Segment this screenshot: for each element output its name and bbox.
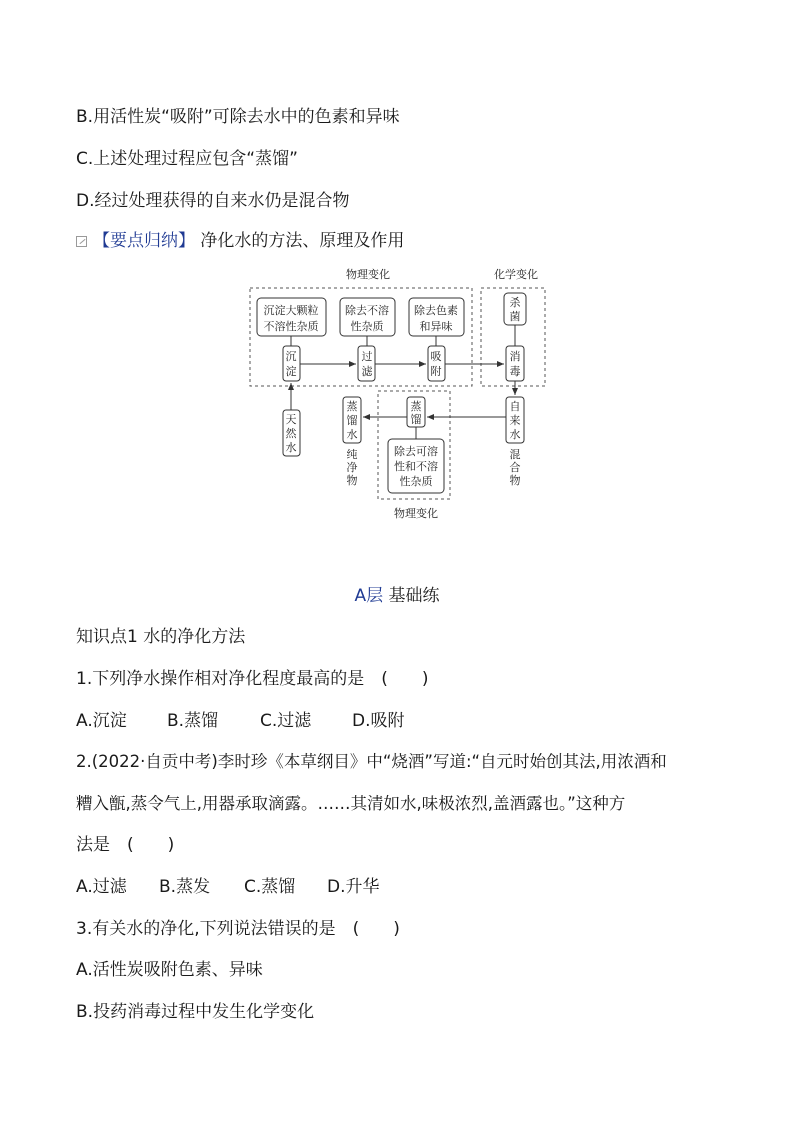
node-natural-water-2: 然 — [285, 427, 297, 440]
q3-stem: 3.有关水的净化,下列说法错误的是 ( ) — [76, 919, 400, 939]
node-adsorb-1: 吸 — [430, 350, 442, 363]
q1-option-c: C.过滤 — [260, 711, 312, 731]
node-disinfect-1: 消 — [509, 350, 521, 363]
node-distill-2: 馏 — [410, 413, 422, 426]
knowledge-point-heading: 知识点1 水的净化方法 — [76, 627, 246, 647]
node-sediment-2: 淀 — [285, 365, 297, 378]
section-title — [0, 585, 794, 607]
key-points-title: 净化水的方法、原理及作用 — [200, 231, 405, 251]
option-c: C.上述处理过程应包含“蒸馏” — [76, 149, 298, 169]
sediment-desc-2: 不溶性杂质 — [263, 320, 319, 333]
node-filter-1: 过 — [361, 350, 373, 363]
node-natural-water-1: 天 — [285, 413, 297, 426]
chemical-change-label: 化学变化 — [494, 268, 538, 281]
node-natural-water-3: 水 — [285, 441, 297, 454]
q2-option-a: A.过滤 — [76, 877, 127, 897]
q2-options — [76, 876, 380, 898]
q2-option-d: D.升华 — [327, 877, 380, 897]
mixture-label-3: 物 — [509, 474, 521, 487]
q3-option-b: B.投药消毒过程中发生化学变化 — [76, 1002, 315, 1022]
pure-label-2: 净 — [346, 461, 358, 474]
node-tap-water-2: 来 — [509, 414, 521, 427]
filter-desc-1: 除去不溶 — [345, 304, 389, 317]
node-filter-2: 滤 — [361, 365, 373, 378]
section-name: 基础练 — [388, 586, 440, 606]
q3-option-a: A.活性炭吸附色素、异味 — [76, 960, 263, 980]
pure-label-1: 纯 — [346, 448, 358, 461]
q2-line-2: 糟入甑,蒸令气上,用器承取滴露。……其清如水,味极浓烈,盖酒露也。”这种方 — [76, 794, 626, 813]
option-d: D.经过处理获得的自来水仍是混合物 — [76, 191, 350, 211]
q1-options — [76, 710, 405, 732]
q1-option-d: D.吸附 — [352, 711, 405, 731]
distill-desc-2: 性和不溶 — [394, 460, 438, 473]
section-level: A层 — [354, 586, 384, 606]
filter-desc-2: 性杂质 — [350, 320, 384, 333]
node-adsorb-2: 附 — [430, 365, 442, 378]
q2-option-b: B.蒸发 — [159, 877, 211, 897]
q1-option-a: A.沉淀 — [76, 711, 127, 731]
node-distilled-water-2: 馏 — [346, 414, 358, 427]
node-disinfect-2: 毒 — [509, 365, 521, 378]
physical-change-label: 物理变化 — [346, 268, 390, 281]
q2-line-1: 2.(2022·自贡中考)李时珍《本草纲目》中“烧酒”写道:“自元时始创其法,用浓酒和 — [76, 752, 667, 771]
node-distill-1: 蒸 — [410, 400, 422, 413]
adsorb-desc-1: 除去色素 — [414, 304, 458, 317]
adsorb-desc-2: 和异味 — [419, 320, 453, 333]
sterilize-1: 杀 — [509, 296, 521, 309]
sterilize-2: 菌 — [509, 310, 521, 323]
mixture-label-2: 合 — [509, 461, 521, 474]
key-points-tag: 【要点归纳】 — [93, 231, 195, 251]
q1-option-b: B.蒸馏 — [167, 711, 219, 731]
distill-desc-1: 除去可溶 — [394, 445, 438, 458]
node-tap-water-1: 自 — [509, 400, 521, 413]
distill-desc-3: 性杂质 — [399, 475, 433, 488]
node-sediment-1: 沉 — [285, 350, 297, 363]
q2-line-3: 法是 ( ) — [76, 835, 175, 855]
node-tap-water-3: 水 — [509, 428, 521, 441]
sediment-desc-1: 沉淀大颗粒 — [263, 304, 319, 317]
node-distilled-water-3: 水 — [346, 428, 358, 441]
node-distilled-water-1: 蒸 — [346, 400, 358, 413]
option-b: B.用活性炭“吸附”可除去水中的色素和异味 — [76, 107, 400, 127]
water-purification-diagram — [0, 0, 794, 530]
q1-stem: 1.下列净水操作相对净化程度最高的是 ( ) — [76, 669, 429, 689]
q2-option-c: C.蒸馏 — [244, 877, 296, 897]
physical-change-label-bottom: 物理变化 — [394, 507, 438, 520]
mixture-label-1: 混 — [509, 448, 521, 461]
pure-label-3: 物 — [346, 474, 358, 487]
